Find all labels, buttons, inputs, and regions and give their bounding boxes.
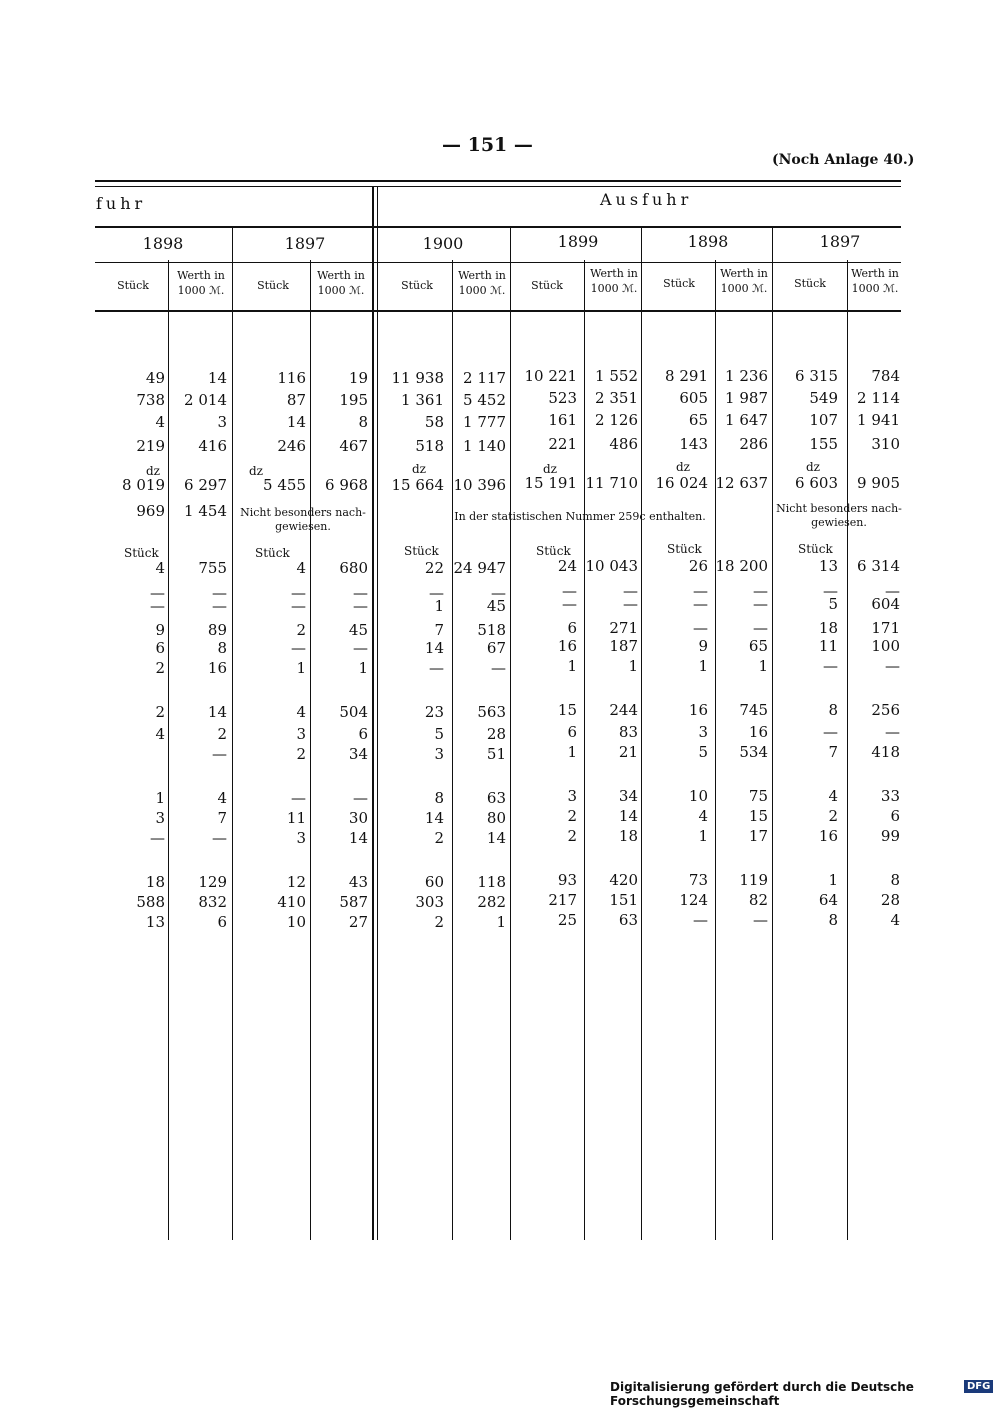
table-cell: 18	[818, 619, 838, 637]
table-cell: 8	[828, 911, 838, 929]
table-cell: 3	[698, 723, 708, 741]
table-cell: 518	[415, 437, 444, 455]
table-cell: —	[212, 745, 227, 763]
unit-stueck: Stück	[536, 544, 571, 558]
table-cell: 45	[486, 597, 506, 615]
table-cell: 1 236	[725, 367, 768, 385]
table-cell: 151	[609, 891, 638, 909]
table-cell: 16	[818, 827, 838, 845]
table-cell: 3	[296, 829, 306, 847]
table-cell: 129	[198, 873, 227, 891]
table-cell: —	[623, 582, 638, 600]
table-cell: 784	[871, 367, 900, 385]
table-cell: 64	[818, 891, 838, 909]
table-cell: 6	[890, 807, 900, 825]
table-cell: 11 938	[391, 369, 444, 387]
table-cell: 16	[207, 659, 227, 677]
year-header: 1898	[142, 234, 184, 253]
unit-dz: dz	[412, 462, 427, 476]
subhead-count: Stück	[257, 279, 289, 292]
table-cell: 30	[348, 809, 368, 827]
table-cell: 3	[155, 809, 165, 827]
table-cell: —	[693, 582, 708, 600]
table-cell: 6	[217, 913, 227, 931]
table-cell: 24 947	[453, 559, 506, 577]
table-cell: 4	[155, 559, 165, 577]
table-cell: —	[491, 584, 506, 602]
table-cell: 60	[424, 873, 444, 891]
table-cell: 1 647	[725, 411, 768, 429]
table-cell: 26	[688, 557, 708, 575]
table-cell: 10 396	[453, 476, 506, 494]
table-cell: —	[212, 584, 227, 602]
table-cell: 303	[415, 893, 444, 911]
dfg-logo: DFG	[964, 1380, 993, 1393]
table-cell: 6	[567, 619, 577, 637]
table-cell: 523	[548, 389, 577, 407]
table-cell: 4	[296, 559, 306, 577]
table-cell: 1	[828, 871, 838, 889]
year-header: 1898	[687, 232, 729, 251]
table-cell: 8	[434, 789, 444, 807]
table-cell: 2	[567, 827, 577, 845]
table-cell: 486	[609, 435, 638, 453]
table-cell: —	[353, 789, 368, 807]
table-cell: 410	[277, 893, 306, 911]
table-cell: —	[291, 597, 306, 615]
table-cell: 49	[145, 369, 165, 387]
table-cell: 2	[434, 829, 444, 847]
table-cell: 15	[557, 701, 577, 719]
table-cell: 8	[828, 701, 838, 719]
table-cell: 219	[136, 437, 165, 455]
table-cell: 3	[567, 787, 577, 805]
table-cell: 4	[155, 725, 165, 743]
table-cell: 1	[698, 827, 708, 845]
table-cell: 518	[477, 621, 506, 639]
table-cell: 2	[434, 913, 444, 931]
year-header: 1900	[422, 234, 464, 253]
table-cell: 418	[871, 743, 900, 761]
table-cell: 73	[688, 871, 708, 889]
table-cell: 119	[739, 871, 768, 889]
table-cell: 7	[828, 743, 838, 761]
table-cell: 17	[748, 827, 768, 845]
subhead-value: Werth in 1000 ℳ.	[720, 267, 768, 295]
table-cell: 8	[890, 871, 900, 889]
subhead-count: Stück	[794, 277, 826, 290]
table-cell: 65	[748, 637, 768, 655]
table-cell: 15 664	[391, 476, 444, 494]
top-rule-2	[95, 186, 901, 187]
table-cell: 2	[296, 621, 306, 639]
table-cell: —	[429, 659, 444, 677]
table-cell: —	[623, 595, 638, 613]
table-cell: 2 126	[595, 411, 638, 429]
table-cell: 256	[871, 701, 900, 719]
table-cell: —	[491, 659, 506, 677]
table-cell: 8 019	[122, 476, 165, 494]
table-cell: 680	[339, 559, 368, 577]
table-cell: 6 968	[325, 476, 368, 494]
table-cell: 605	[679, 389, 708, 407]
table-cell: 63	[486, 789, 506, 807]
table-cell: 1	[628, 657, 638, 675]
table-cell: 534	[739, 743, 768, 761]
table-cell: 1	[567, 657, 577, 675]
table-cell: —	[753, 911, 768, 929]
table-cell: 23	[424, 703, 444, 721]
table-cell: 9	[155, 621, 165, 639]
table-cell: 100	[871, 637, 900, 655]
table-cell: 1	[698, 657, 708, 675]
table-cell: 217	[548, 891, 577, 909]
unit-stueck: Stück	[255, 546, 290, 560]
table-cell: 2	[567, 807, 577, 825]
table-cell: 89	[207, 621, 227, 639]
top-rule	[95, 180, 901, 182]
table-cell: 1 552	[595, 367, 638, 385]
table-cell: 65	[688, 411, 708, 429]
subhead-count: Stück	[531, 279, 563, 292]
table-cell: 1	[155, 789, 165, 807]
table-cell: 118	[477, 873, 506, 891]
table-cell: 5	[698, 743, 708, 761]
table-cell: 7	[434, 621, 444, 639]
table-cell: 14	[286, 413, 306, 431]
table-cell: 43	[348, 873, 368, 891]
section-import-fragment: fuhr	[96, 194, 147, 213]
table-cell: 45	[348, 621, 368, 639]
table-cell: 82	[748, 891, 768, 909]
table-cell: 1	[358, 659, 368, 677]
table-cell: 563	[477, 703, 506, 721]
table-cell: 2	[828, 807, 838, 825]
table-cell: 28	[880, 891, 900, 909]
table-cell: 11	[818, 637, 838, 655]
table-cell: 14	[424, 809, 444, 827]
table-cell: —	[353, 639, 368, 657]
table-cell: 27	[348, 913, 368, 931]
table-cell: —	[753, 619, 768, 637]
table-cell: 504	[339, 703, 368, 721]
unit-dz: dz	[249, 464, 264, 478]
table-cell: 187	[609, 637, 638, 655]
table-cell: 4	[155, 413, 165, 431]
table-cell: 16	[748, 723, 768, 741]
subhead-value: Werth in 1000 ℳ.	[458, 269, 506, 297]
table-cell: 2 014	[184, 391, 227, 409]
table-cell: 282	[477, 893, 506, 911]
unit-stueck: Stück	[404, 544, 439, 558]
table-cell: 11 710	[585, 474, 638, 492]
table-cell: 420	[609, 871, 638, 889]
table-cell: 11	[286, 809, 306, 827]
table-cell: 604	[871, 595, 900, 613]
table-cell: 416	[198, 437, 227, 455]
table-cell: 1	[758, 657, 768, 675]
table-cell: —	[291, 789, 306, 807]
table-cell: 63	[618, 911, 638, 929]
year-header: 1897	[819, 232, 861, 251]
unit-dz: dz	[543, 462, 558, 476]
annex-label: (Noch Anlage 40.)	[772, 152, 915, 168]
table-cell: 2	[217, 725, 227, 743]
table-cell: 14	[207, 703, 227, 721]
table-cell: —	[823, 723, 838, 741]
table-cell: 16 024	[655, 474, 708, 492]
table-cell: 33	[880, 787, 900, 805]
table-cell: 755	[198, 559, 227, 577]
note-not-separately: Nicht besonders nach- gewiesen.	[240, 506, 366, 533]
table-cell: —	[693, 911, 708, 929]
table-cell: 12	[286, 873, 306, 891]
page-number: — 151 —	[442, 134, 533, 156]
unit-dz: dz	[146, 464, 161, 478]
table-cell: 10	[286, 913, 306, 931]
table-cell: 10 043	[585, 557, 638, 575]
table-cell: —	[753, 595, 768, 613]
table-cell: —	[212, 829, 227, 847]
table-cell: 16	[557, 637, 577, 655]
unit-dz: dz	[676, 460, 691, 474]
table-cell: 738	[136, 391, 165, 409]
table-cell: 8	[217, 639, 227, 657]
table-cell: 171	[871, 619, 900, 637]
table-cell: 2	[296, 745, 306, 763]
table-cell: 80	[486, 809, 506, 827]
table-cell: —	[693, 619, 708, 637]
table-cell: 8 291	[665, 367, 708, 385]
subhead-count: Stück	[117, 279, 149, 292]
table-cell: —	[353, 597, 368, 615]
table-cell: 6 314	[857, 557, 900, 575]
table-cell: 4	[890, 911, 900, 929]
subhead-value: Werth in 1000 ℳ.	[590, 267, 638, 295]
table-cell: 161	[548, 411, 577, 429]
subhead-count: Stück	[663, 277, 695, 290]
table-cell: 75	[748, 787, 768, 805]
subhead-count: Stück	[401, 279, 433, 292]
table-cell: 58	[424, 413, 444, 431]
table-cell: 1	[496, 913, 506, 931]
table-cell: 2	[155, 703, 165, 721]
table-cell: 9	[698, 637, 708, 655]
table-cell: 87	[286, 391, 306, 409]
table-cell: —	[150, 597, 165, 615]
table-cell: —	[885, 582, 900, 600]
table-cell: —	[693, 595, 708, 613]
table-cell: 16	[688, 701, 708, 719]
table-cell: 6	[567, 723, 577, 741]
table-cell: 124	[679, 891, 708, 909]
table-cell: 4	[828, 787, 838, 805]
unit-stueck: Stück	[667, 542, 702, 556]
table-cell: —	[353, 584, 368, 602]
table-cell: 1	[296, 659, 306, 677]
table-cell: 246	[277, 437, 306, 455]
table-cell: 9 905	[857, 474, 900, 492]
table-cell: 549	[809, 389, 838, 407]
table-cell: 67	[486, 639, 506, 657]
table-cell: 5	[828, 595, 838, 613]
table-cell: 143	[679, 435, 708, 453]
table-cell: 12 637	[715, 474, 768, 492]
table-cell: 14	[207, 369, 227, 387]
table-cell: 588	[136, 893, 165, 911]
table-cell: —	[291, 584, 306, 602]
header-bottom-rule	[95, 310, 901, 312]
table-cell: 221	[548, 435, 577, 453]
table-cell: —	[429, 584, 444, 602]
table-cell: 2 117	[463, 369, 506, 387]
table-cell: 832	[198, 893, 227, 911]
table-cell: 5 455	[263, 476, 306, 494]
table-cell: 13	[818, 557, 838, 575]
table-cell: 1	[567, 743, 577, 761]
table-cell: —	[562, 582, 577, 600]
table-cell: 1	[434, 597, 444, 615]
table-cell: 34	[618, 787, 638, 805]
table-cell: 14	[424, 639, 444, 657]
table-cell: 969	[136, 502, 165, 520]
table-cell: 18 200	[715, 557, 768, 575]
table-cell: 3	[434, 745, 444, 763]
table-cell: 195	[339, 391, 368, 409]
table-cell: 51	[486, 745, 506, 763]
section-export: Ausfuhr	[600, 190, 693, 209]
table-cell: 1 140	[463, 437, 506, 455]
table-cell: 107	[809, 411, 838, 429]
table-cell: 3	[296, 725, 306, 743]
table-cell: 18	[145, 873, 165, 891]
table-cell: 6 297	[184, 476, 227, 494]
subhead-value: Werth in 1000 ℳ.	[317, 269, 365, 297]
table-cell: 2 114	[857, 389, 900, 407]
table-cell: —	[212, 597, 227, 615]
table-cell: 2 351	[595, 389, 638, 407]
table-cell: —	[885, 723, 900, 741]
table-cell: 15	[748, 807, 768, 825]
table-cell: 6 315	[795, 367, 838, 385]
table-cell: 25	[557, 911, 577, 929]
table-cell: 6 603	[795, 474, 838, 492]
table-cell: 13	[145, 913, 165, 931]
table-cell: —	[291, 639, 306, 657]
table-cell: 745	[739, 701, 768, 719]
table-cell: 1 777	[463, 413, 506, 431]
table-cell: 14	[618, 807, 638, 825]
table-cell: 116	[277, 369, 306, 387]
unit-dz: dz	[806, 460, 821, 474]
table-cell: —	[150, 584, 165, 602]
table-cell: 244	[609, 701, 638, 719]
table-cell: 1 941	[857, 411, 900, 429]
table-cell: —	[823, 657, 838, 675]
table-cell: 587	[339, 893, 368, 911]
year-header: 1899	[557, 232, 599, 251]
table-cell: 4	[217, 789, 227, 807]
year-rule	[95, 262, 901, 263]
note-not-separately: Nicht besonders nach- gewiesen.	[776, 502, 902, 529]
table-cell: 155	[809, 435, 838, 453]
table-cell: 4	[698, 807, 708, 825]
table-cell: 6	[155, 639, 165, 657]
table-cell: 24	[557, 557, 577, 575]
table-cell: 14	[486, 829, 506, 847]
table-cell: —	[753, 582, 768, 600]
note-in-stat-number: In der statistischen Nummer 259c enthalten.	[454, 510, 706, 523]
table-cell: 10 221	[524, 367, 577, 385]
table-cell: 8	[358, 413, 368, 431]
footer-text: Digitalisierung gefördert durch die Deutsche Forschungsgemeinschaft	[610, 1380, 914, 1408]
table-cell: 22	[424, 559, 444, 577]
table-cell: 34	[348, 745, 368, 763]
table-cell: 5	[434, 725, 444, 743]
unit-stueck: Stück	[798, 542, 833, 556]
table-cell: 6	[358, 725, 368, 743]
table-cell: 3	[217, 413, 227, 431]
table-cell: 4	[296, 703, 306, 721]
table-cell: 93	[557, 871, 577, 889]
table-cell: 5 452	[463, 391, 506, 409]
table-cell: —	[562, 595, 577, 613]
subhead-value: Werth in 1000 ℳ.	[177, 269, 225, 297]
year-header: 1897	[284, 234, 326, 253]
table-cell: 271	[609, 619, 638, 637]
subhead-value: Werth in 1000 ℳ.	[851, 267, 899, 295]
table-cell: 1 361	[401, 391, 444, 409]
table-cell: 10	[688, 787, 708, 805]
table-cell: 1 987	[725, 389, 768, 407]
table-cell: 2	[155, 659, 165, 677]
unit-stueck: Stück	[124, 546, 159, 560]
table-cell: 14	[348, 829, 368, 847]
section-rule	[95, 226, 901, 228]
table-cell: —	[150, 829, 165, 847]
table-cell: —	[885, 657, 900, 675]
table-cell: 21	[618, 743, 638, 761]
table-cell: 7	[217, 809, 227, 827]
table-cell: 19	[348, 369, 368, 387]
table-cell: 18	[618, 827, 638, 845]
table-cell: 28	[486, 725, 506, 743]
table-cell: 15 191	[524, 474, 577, 492]
table-cell: 286	[739, 435, 768, 453]
table-cell: 467	[339, 437, 368, 455]
table-cell: 99	[880, 827, 900, 845]
table-cell: 310	[871, 435, 900, 453]
table-cell: 1 454	[184, 502, 227, 520]
table-cell: 83	[618, 723, 638, 741]
table-cell: —	[823, 582, 838, 600]
